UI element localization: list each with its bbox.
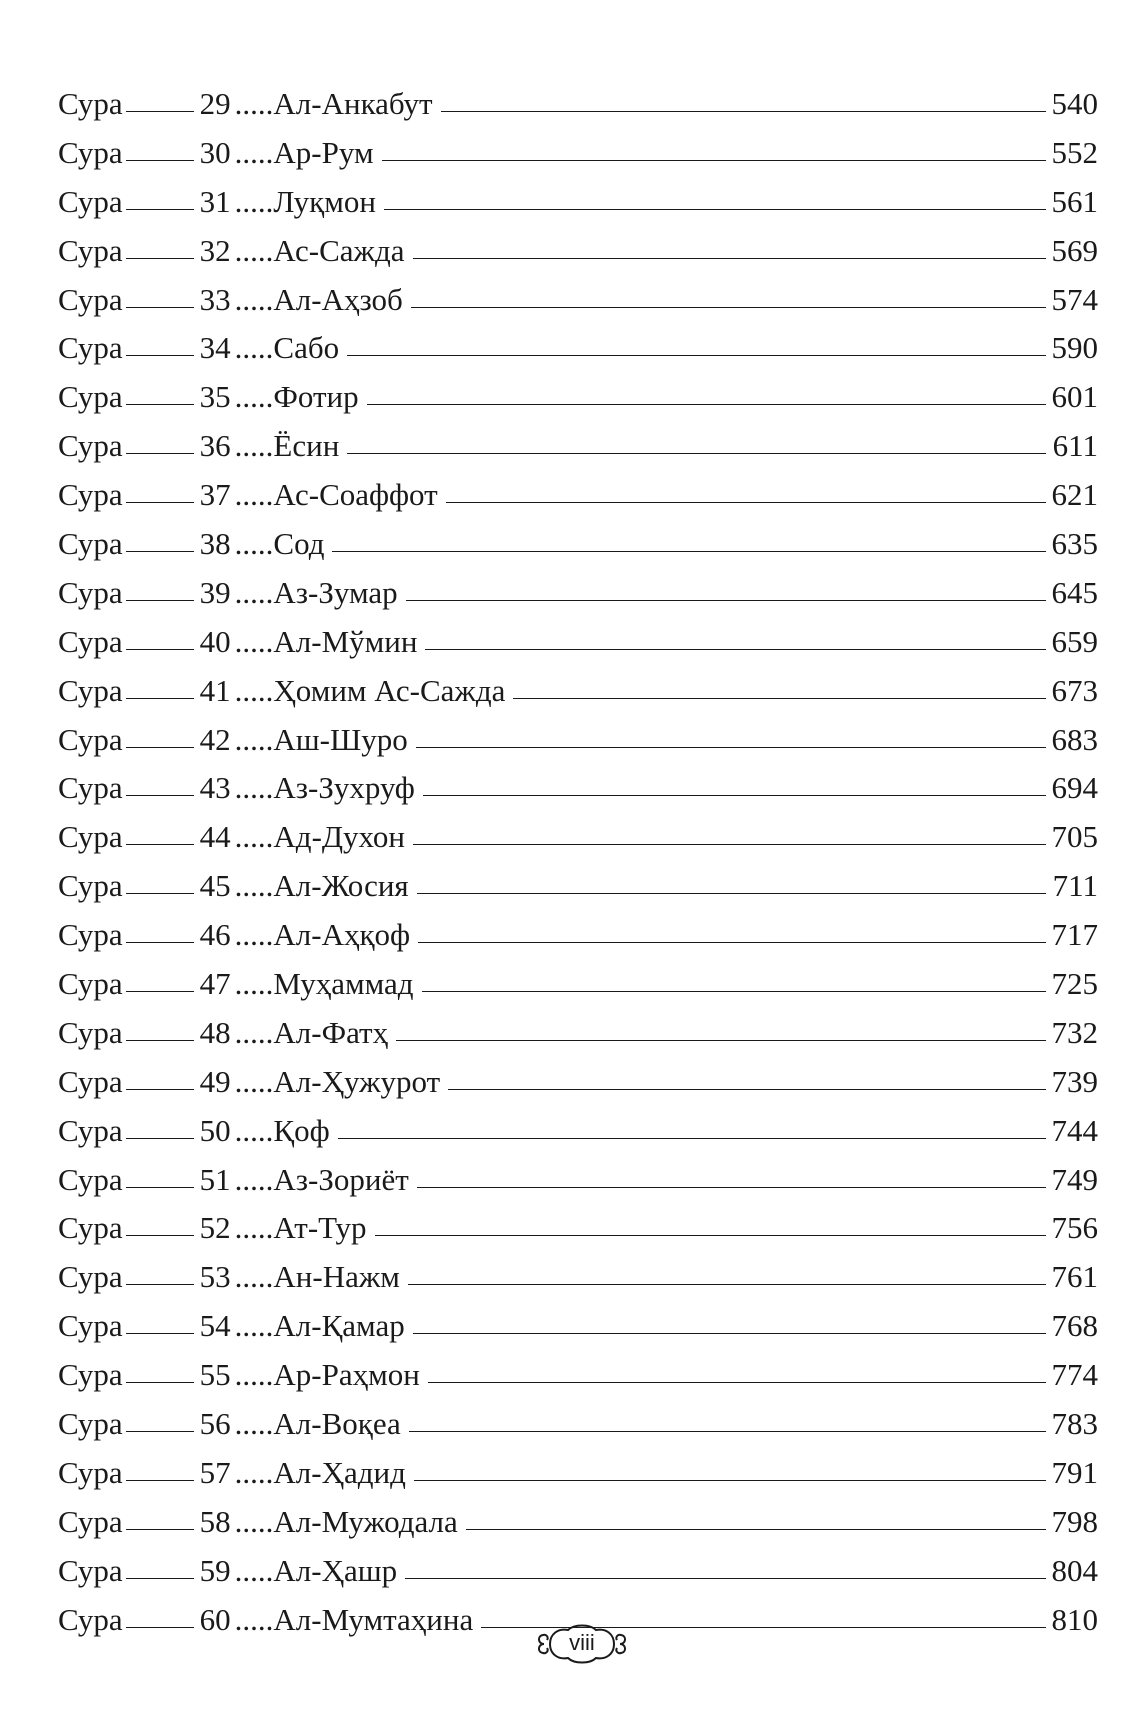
dot-leader: ..... (234, 1112, 274, 1148)
sura-number: 50 (199, 1112, 231, 1148)
page-number: 569 (1051, 232, 1098, 268)
page-number: 756 (1051, 1210, 1098, 1246)
sura-label: Сура (58, 232, 123, 268)
page-number: 645 (1051, 574, 1098, 610)
sura-label: Сура (58, 1601, 123, 1637)
sura-number: 32 (199, 232, 231, 268)
sura-name: Сод (273, 526, 325, 562)
leader-line (126, 795, 194, 796)
dot-leader: ..... (234, 672, 274, 708)
sura-number: 41 (199, 672, 231, 708)
leader-line (338, 1138, 1046, 1139)
sura-label: Сура (58, 1357, 123, 1393)
toc-entry[interactable] (58, 422, 1098, 471)
sura-number: 51 (199, 1161, 231, 1197)
page-number: 659 (1051, 623, 1098, 659)
sura-number: 44 (199, 819, 231, 855)
sura-number: 37 (199, 477, 231, 513)
leader-line (411, 307, 1046, 308)
toc-entry[interactable] (58, 80, 1098, 129)
dot-leader: ..... (234, 232, 274, 268)
page-number: 673 (1051, 672, 1098, 708)
sura-number: 34 (199, 330, 231, 366)
sura-name: Ал-Аҳқоф (273, 917, 411, 953)
table-of-contents (58, 80, 1098, 1645)
leader-line (126, 698, 194, 699)
sura-name: Аш-Шуро (273, 721, 408, 757)
leader-line (126, 1529, 194, 1530)
dot-leader: ..... (234, 330, 274, 366)
toc-entry[interactable] (58, 1107, 1098, 1156)
dot-leader: ..... (234, 574, 274, 610)
leader-line (417, 1187, 1046, 1188)
leader-line (126, 1040, 194, 1041)
page-number: 635 (1051, 526, 1098, 562)
leader-line (126, 160, 194, 161)
sura-number: 29 (199, 86, 231, 121)
sura-name: Ан-Нажм (273, 1259, 400, 1295)
toc-entry[interactable] (58, 520, 1098, 569)
sura-name: Луқмон (273, 183, 376, 219)
leader-line (416, 747, 1046, 748)
toc-entry[interactable] (58, 1400, 1098, 1449)
sura-label: Сура (58, 1406, 123, 1442)
sura-name: Аз-Зориёт (273, 1161, 409, 1197)
sura-label: Сура (58, 868, 123, 904)
leader-line (126, 258, 194, 259)
sura-name: Ат-Тур (273, 1210, 367, 1246)
dot-leader: ..... (234, 721, 274, 757)
page-number: 601 (1051, 379, 1098, 415)
leader-line (126, 209, 194, 210)
sura-label: Сура (58, 623, 123, 659)
page-number: 621 (1051, 477, 1098, 513)
sura-label: Сура (58, 1308, 123, 1344)
dot-leader: ..... (234, 86, 274, 121)
sura-label: Сура (58, 1063, 123, 1099)
dot-leader: ..... (234, 183, 274, 219)
sura-name: Ал-Мужодала (273, 1503, 458, 1539)
sura-name: Ар-Раҳмон (273, 1357, 420, 1393)
toc-entry[interactable] (58, 862, 1098, 911)
sura-name: Ас-Сажда (273, 232, 405, 268)
toc-entry[interactable] (58, 569, 1098, 618)
sura-number: 43 (199, 770, 231, 806)
sura-name: Ал-Фатҳ (273, 1014, 389, 1050)
sura-number: 47 (199, 966, 231, 1002)
sura-label: Сура (58, 966, 123, 1002)
toc-entry[interactable] (58, 911, 1098, 960)
leader-line (414, 1480, 1046, 1481)
toc-entry[interactable] (58, 1253, 1098, 1302)
page-number: 798 (1051, 1503, 1098, 1539)
leader-line (446, 502, 1046, 503)
dot-leader: ..... (234, 1406, 274, 1442)
page-number: 552 (1051, 134, 1098, 170)
toc-entry[interactable] (58, 373, 1098, 422)
leader-line (126, 111, 194, 112)
sura-number: 46 (199, 917, 231, 953)
sura-number: 59 (199, 1552, 231, 1588)
sura-number: 48 (199, 1014, 231, 1050)
toc-entry[interactable] (58, 618, 1098, 667)
dot-leader: ..... (234, 1259, 274, 1295)
page-number: 711 (1052, 868, 1098, 904)
sura-name: Ал-Мумтаҳина (273, 1601, 474, 1637)
sura-number: 31 (199, 183, 231, 219)
dot-leader: ..... (234, 477, 274, 513)
leader-line (126, 991, 194, 992)
leader-line (406, 600, 1046, 601)
sura-name: Ҳомим Ас-Сажда (273, 672, 506, 708)
sura-name: Ёсин (273, 428, 340, 464)
toc-entry[interactable] (58, 471, 1098, 520)
toc-entry[interactable] (58, 1204, 1098, 1253)
page-number: 761 (1051, 1259, 1098, 1295)
sura-label: Сура (58, 917, 123, 953)
sura-name: Ал-Ҳадид (273, 1454, 406, 1490)
leader-line (126, 747, 194, 748)
folio (534, 1622, 630, 1666)
sura-number: 35 (199, 379, 231, 415)
dot-leader: ..... (234, 1552, 274, 1588)
leader-line (126, 1187, 194, 1188)
sura-label: Сура (58, 134, 123, 170)
dot-leader: ..... (234, 1063, 274, 1099)
leader-line (126, 1138, 194, 1139)
sura-label: Сура (58, 1210, 123, 1246)
sura-number: 58 (199, 1503, 231, 1539)
toc-entry[interactable] (58, 1498, 1098, 1547)
dot-leader: ..... (234, 868, 274, 904)
leader-line (126, 551, 194, 552)
leader-line (413, 844, 1046, 845)
page-number: 683 (1051, 721, 1098, 757)
sura-number: 36 (199, 428, 231, 464)
sura-name: Аз-Зумар (273, 574, 398, 610)
sura-name: Ал-Ҳужурот (273, 1063, 441, 1099)
page-number: 749 (1051, 1161, 1098, 1197)
sura-name: Сабо (273, 330, 340, 366)
dot-leader: ..... (234, 1503, 274, 1539)
leader-line (126, 404, 194, 405)
sura-number: 42 (199, 721, 231, 757)
leader-line (126, 1578, 194, 1579)
dot-leader: ..... (234, 819, 274, 855)
sura-number: 56 (199, 1406, 231, 1442)
dot-leader: ..... (234, 623, 274, 659)
sura-number: 38 (199, 526, 231, 562)
sura-name: Ар-Рум (273, 134, 374, 170)
sura-name: Ал-Анкабут (273, 86, 433, 121)
sura-name: Ал-Ҳашр (273, 1552, 398, 1588)
sura-name: Ал-Мўмин (273, 623, 418, 659)
sura-name: Қоф (273, 1112, 330, 1148)
leader-line (126, 307, 194, 308)
toc-entry[interactable] (58, 1009, 1098, 1058)
dot-leader: ..... (234, 428, 274, 464)
leader-line (422, 991, 1046, 992)
toc-entry[interactable] (58, 276, 1098, 325)
leader-line (413, 1333, 1046, 1334)
leader-line (126, 1235, 194, 1236)
sura-label: Сура (58, 1014, 123, 1050)
dot-leader: ..... (234, 917, 274, 953)
sura-label: Сура (58, 770, 123, 806)
page-number: 574 (1051, 281, 1098, 317)
leader-line (126, 600, 194, 601)
sura-name: Ад-Духон (273, 819, 405, 855)
page-number: 744 (1051, 1112, 1098, 1148)
sura-number: 49 (199, 1063, 231, 1099)
toc-entry[interactable] (58, 1058, 1098, 1107)
sura-number: 39 (199, 574, 231, 610)
sura-name: Ас-Соаффот (273, 477, 438, 513)
sura-label: Сура (58, 86, 123, 121)
page-number: 694 (1051, 770, 1098, 806)
sura-number: 52 (199, 1210, 231, 1246)
page-number: 561 (1051, 183, 1098, 219)
leader-line (126, 1333, 194, 1334)
leader-line (425, 649, 1046, 650)
sura-number: 55 (199, 1357, 231, 1393)
leader-line (126, 649, 194, 650)
sura-label: Сура (58, 428, 123, 464)
sura-label: Сура (58, 1112, 123, 1148)
page-number: 768 (1051, 1308, 1098, 1344)
sura-label: Сура (58, 672, 123, 708)
sura-number: 45 (199, 868, 231, 904)
sura-name: Муҳаммад (273, 966, 414, 1002)
leader-line (126, 355, 194, 356)
dot-leader: ..... (234, 526, 274, 562)
sura-number: 57 (199, 1454, 231, 1490)
sura-label: Сура (58, 477, 123, 513)
leader-line (126, 453, 194, 454)
dot-leader: ..... (234, 966, 274, 1002)
sura-label: Сура (58, 721, 123, 757)
page-number: 791 (1051, 1454, 1098, 1490)
leader-line (347, 355, 1046, 356)
dot-leader: ..... (234, 1308, 274, 1344)
dot-leader: ..... (234, 379, 274, 415)
leader-line (126, 844, 194, 845)
page-number: 774 (1051, 1357, 1098, 1393)
sura-name: Ал-Жосия (273, 868, 409, 904)
sura-label: Сура (58, 330, 123, 366)
leader-line (423, 795, 1046, 796)
sura-label: Сура (58, 1259, 123, 1295)
sura-label: Сура (58, 526, 123, 562)
sura-label: Сура (58, 379, 123, 415)
toc-entry[interactable] (58, 813, 1098, 862)
folio-page-number: viii (569, 1630, 595, 1655)
sura-label: Сура (58, 281, 123, 317)
leader-line (405, 1578, 1046, 1579)
leader-line (126, 942, 194, 943)
leader-line (408, 1284, 1046, 1285)
toc-entry[interactable] (58, 716, 1098, 765)
toc-entry[interactable] (58, 1547, 1098, 1596)
leader-line (126, 1480, 194, 1481)
leader-line (409, 1431, 1046, 1432)
dot-leader: ..... (234, 1357, 274, 1393)
leader-line (126, 1627, 194, 1628)
sura-label: Сура (58, 574, 123, 610)
leader-line (428, 1382, 1046, 1383)
page-number: 732 (1051, 1014, 1098, 1050)
toc-entry[interactable] (58, 1351, 1098, 1400)
sura-number: 53 (199, 1259, 231, 1295)
toc-entry[interactable] (58, 1449, 1098, 1498)
leader-line (126, 1089, 194, 1090)
leader-line (347, 453, 1046, 454)
leader-line (396, 1040, 1046, 1041)
sura-name: Аз-Зухруф (273, 770, 415, 806)
leader-line (417, 893, 1046, 894)
page-number: 540 (1051, 86, 1098, 121)
leader-line (126, 1382, 194, 1383)
dot-leader: ..... (234, 1161, 274, 1197)
sura-name: Ал-Қамар (273, 1308, 405, 1344)
page-number: 590 (1051, 330, 1098, 366)
dot-leader: ..... (234, 134, 274, 170)
leader-line (448, 1089, 1046, 1090)
page-number: 783 (1051, 1406, 1098, 1442)
leader-line (375, 1235, 1046, 1236)
page-number: 705 (1051, 819, 1098, 855)
toc-entry[interactable] (58, 960, 1098, 1009)
leader-line (126, 502, 194, 503)
sura-number: 60 (199, 1601, 231, 1637)
leader-line (418, 942, 1046, 943)
sura-label: Сура (58, 1503, 123, 1539)
sura-label: Сура (58, 1161, 123, 1197)
sura-number: 30 (199, 134, 231, 170)
leader-line (332, 551, 1046, 552)
dot-leader: ..... (234, 1601, 274, 1637)
page-number: 611 (1052, 428, 1098, 464)
page-number: 725 (1051, 966, 1098, 1002)
toc-entry[interactable] (58, 129, 1098, 178)
sura-number: 40 (199, 623, 231, 659)
sura-name: Ал-Воқеа (273, 1406, 401, 1442)
toc-entry[interactable] (58, 667, 1098, 716)
sura-number: 33 (199, 281, 231, 317)
leader-line (367, 404, 1046, 405)
dot-leader: ..... (234, 1014, 274, 1050)
toc-entry[interactable] (58, 1302, 1098, 1351)
page-number: 717 (1051, 917, 1098, 953)
dot-leader: ..... (234, 281, 274, 317)
sura-label: Сура (58, 819, 123, 855)
sura-label: Сура (58, 1454, 123, 1490)
sura-label: Сура (58, 183, 123, 219)
dot-leader: ..... (234, 1454, 274, 1490)
leader-line (126, 1431, 194, 1432)
sura-name: Фотир (273, 379, 359, 415)
toc-entry[interactable] (58, 1156, 1098, 1205)
toc-entry[interactable] (58, 764, 1098, 813)
toc-entry[interactable] (58, 178, 1098, 227)
page-number: 739 (1051, 1063, 1098, 1099)
leader-line (413, 258, 1046, 259)
toc-entry[interactable] (58, 227, 1098, 276)
leader-line (126, 893, 194, 894)
leader-line (466, 1529, 1046, 1530)
dot-leader: ..... (234, 770, 274, 806)
page-number: 804 (1051, 1552, 1098, 1588)
leader-line (382, 160, 1046, 161)
dot-leader: ..... (234, 1210, 274, 1246)
leader-line (126, 1284, 194, 1285)
sura-number: 54 (199, 1308, 231, 1344)
leader-line (513, 698, 1046, 699)
leader-line (441, 111, 1046, 112)
leader-line (384, 209, 1046, 210)
toc-entry[interactable] (58, 324, 1098, 373)
page-number: 810 (1051, 1601, 1098, 1637)
sura-name: Ал-Аҳзоб (273, 281, 403, 317)
sura-label: Сура (58, 1552, 123, 1588)
